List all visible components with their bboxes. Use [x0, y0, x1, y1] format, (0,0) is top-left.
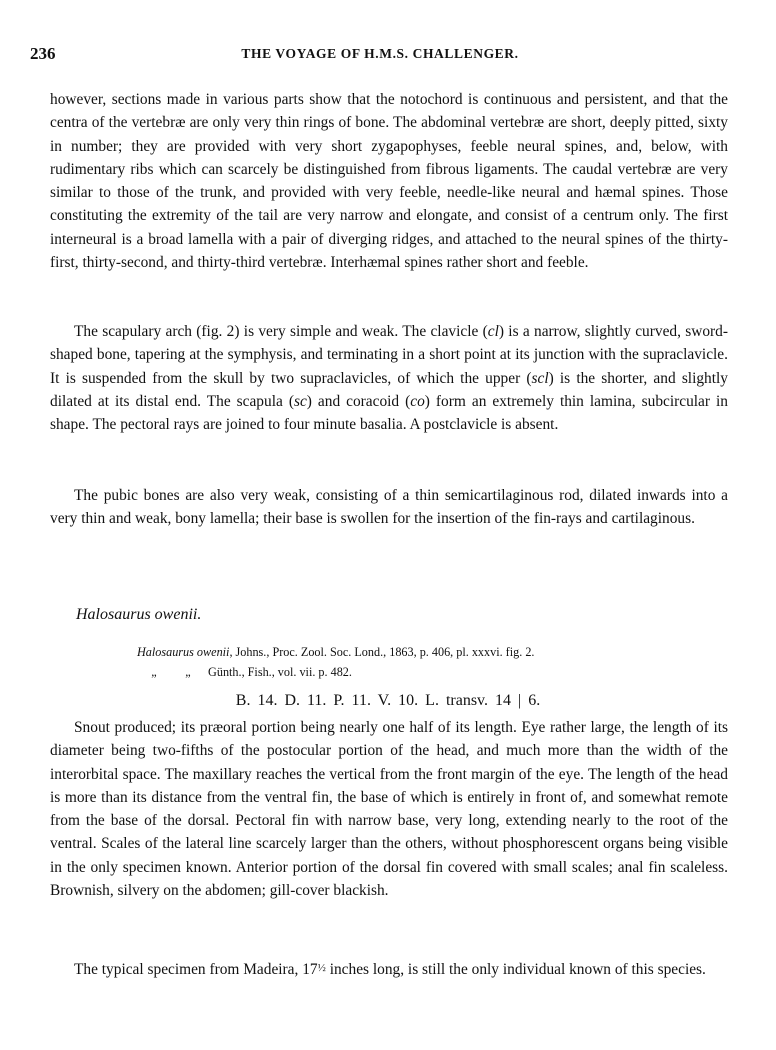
reference-text: , Johns., Proc. Zool. Soc. Lond., 1863, p. 406, pl. xxxvi. fig. 2.: [229, 645, 535, 659]
page-number: 236: [30, 44, 56, 63]
text-run: ) and coracoid (: [306, 392, 411, 410]
reference-line: [137, 662, 697, 682]
species-name: Halosaurus owenii: [137, 645, 230, 659]
text-run: inches long, is still the only individual known of this species.: [325, 961, 706, 978]
ditto-mark: „: [151, 665, 157, 679]
label-sc: sc: [293, 392, 307, 410]
paragraph-vertebrae: [50, 88, 728, 274]
species-description: [50, 716, 728, 902]
text-run: The typical specimen from Madeira, 17: [74, 961, 318, 978]
text-run: The scapulary arch (fig. 2) is very simple and weak. The clavicle (: [74, 323, 488, 340]
species-heading: Halosaurus owenii.: [76, 606, 202, 623]
label-scl: scl: [531, 369, 549, 387]
paragraph-scapulary-arch: [50, 320, 728, 436]
reference-line: [137, 642, 697, 662]
text-run: ) is a narrow, slightly curved, sword-shaped bone, tapering at the symphysis, and terminating in a short point at its junction with the supraclavicle. It is suspended from the skull by two supraclavicles, of which the upper (: [50, 323, 728, 387]
synonymy-references: [137, 642, 697, 682]
label-cl: cl: [487, 323, 499, 340]
specimen-note: [50, 957, 728, 981]
paragraph-text: however, sections made in various parts show that the notochord is continuous and persistent, and that the centra of the vertebræ are only very thin rings of bone. The abdominal vertebræ are short, deeply pitted, sixty in number; they are provided with very short zygapophyses, feeble neural spines, and, below, with rudimentary ribs which can scarcely be distinguished from fibrous ligaments. The caudal vertebræ are very similar to those of the trunk, and provided with very feeble, needle-like neural and hæmal spines. Those constituting the extremity of the tail are very narrow and elongate, and consist of a centrum only. The first interneural is a broad lamella with a pair of diverging ridges, and attached to the neural spines of the thirty-first, thirty-second, and thirty-third vertebræ. Interhæmal spines rather short and feeble.: [50, 91, 728, 272]
fin-ray-counts: B. 14. D. 11. P. 11. V. 10. L. transv. 14 | 6.: [235, 692, 541, 709]
reference-text: Günth., Fish., vol. vii. p. 482.: [208, 665, 352, 679]
running-title: THE VOYAGE OF H.M.S. CHALLENGER.: [241, 46, 519, 61]
fraction-half: ½: [317, 962, 326, 974]
text-run: ) form an extremely thin lamina, subcircular in shape. The pectoral rays are joined to four minute basalia. A postclavicle is absent.: [50, 392, 728, 434]
page-header: [30, 44, 730, 70]
paragraph-pubic-bones: [50, 484, 728, 531]
ditto-mark: „: [185, 665, 191, 679]
paragraph-text: Snout produced; its præoral portion being nearly one half of its length. Eye rather large, the length of its diameter being two-fifths of the postocular portion of the head, and much more than the width of the interorbital space. The maxillary reaches the vertical from the front margin of the eye. The length of the head is more than its distance from the ventral fin, the base of which is entirely in front of, and somewhat remote from the base of the dorsal. Pectoral fin with narrow base, very long, extending nearly to the root of the ventral. Scales of the lateral line scarcely larger than the others, without phosphorescent organs being visible in the only specimen known. Anterior portion of the dorsal fin covered with small scales; anal fin scaleless. Brownish, silvery on the abdomen; gill-cover blackish.: [50, 719, 728, 900]
text-run: ) is the shorter, and slightly dilated at its distal end. The scapula (: [50, 369, 728, 410]
label-co: co: [410, 392, 425, 410]
paragraph-text: The pubic bones are also very weak, consisting of a thin semicartilaginous rod, dilated inwards into a very thin and weak, bony lamella; their base is swollen for the insertion of the fin-rays and cartilaginous.: [50, 487, 728, 528]
